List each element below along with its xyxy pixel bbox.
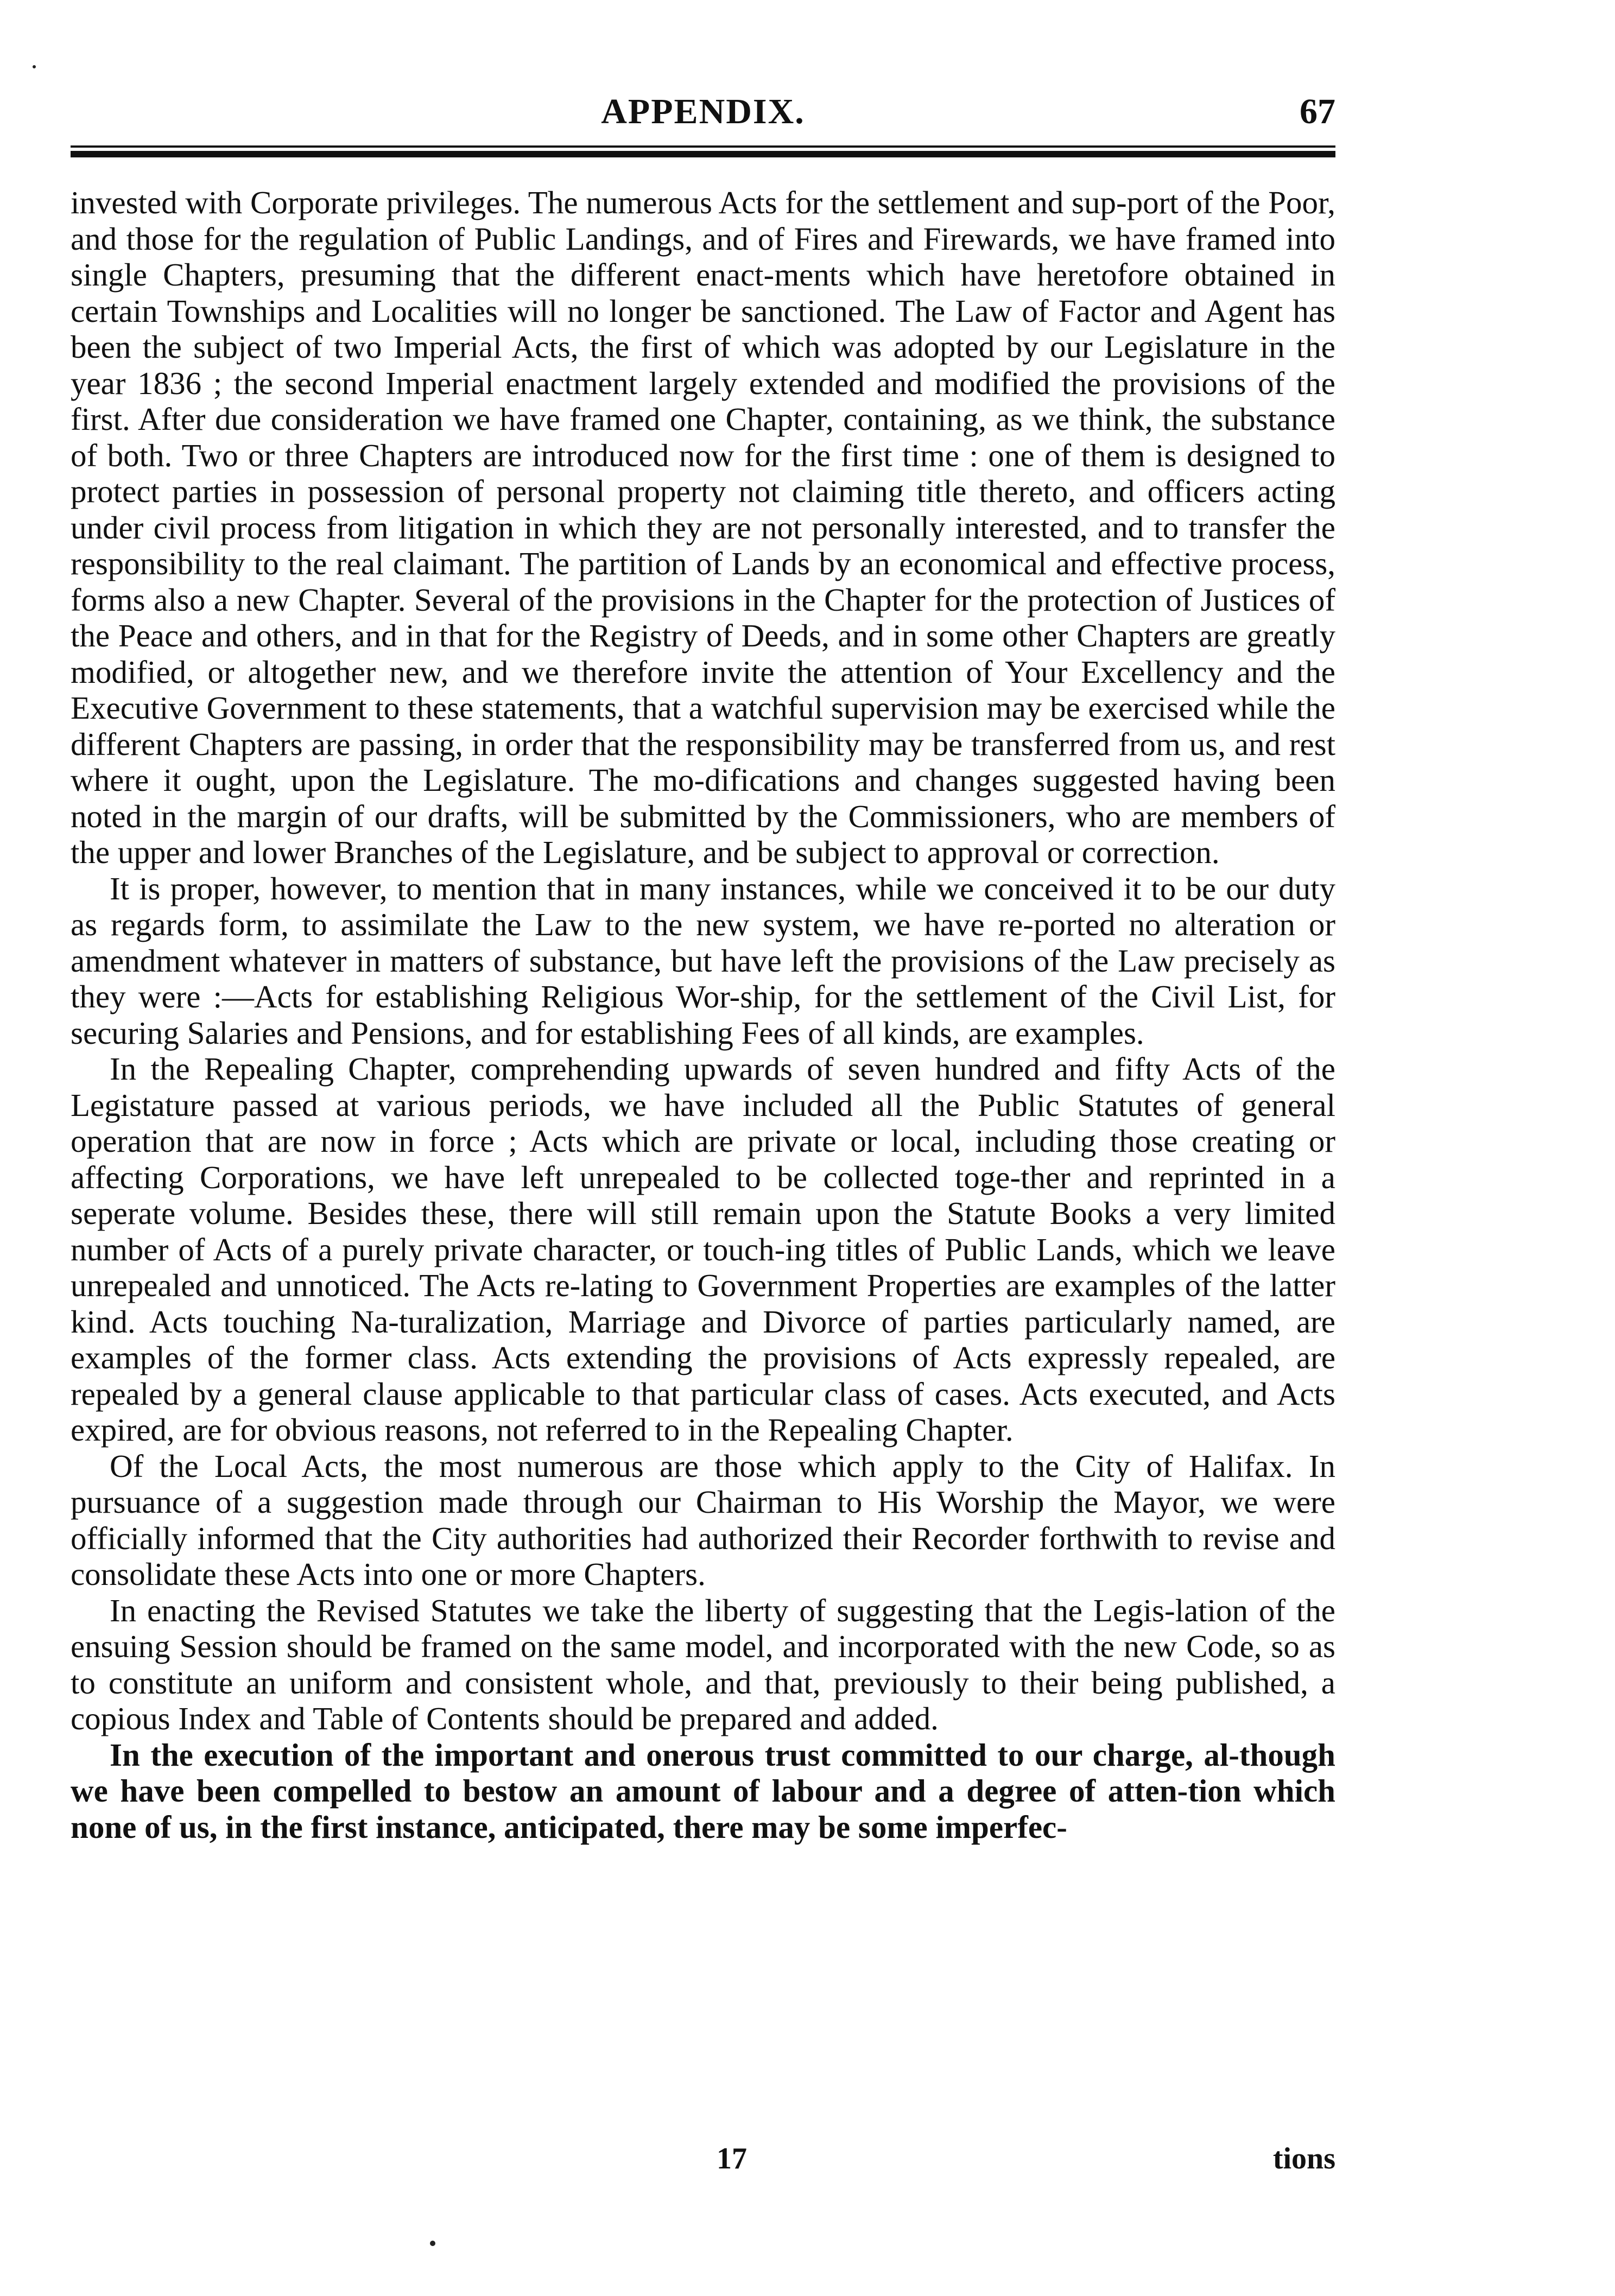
paragraph-1: invested with Corporate privileges. The numerous Acts for the settlement and sup-port of the Poor, and those for the regulation of Public Landings, and of Fires and Firewards, we have framed into single Chapters, presuming that the different enact-ments which have heretofore obtained in certain Townships and Localities will no longer be sanctioned. The Law of Factor and Agent has been the subject of two Imperial Acts, the first of which was adopted by our Legislature in the year 1836 ; the second Imperial enactment largely extended and modified the provisions of the first. After due consideration we have framed one Chapter, containing, as we think, the substance of both. Two or three Chapters are introduced now for the first time : one of them is designed to protect parties in possession of personal property not claiming title thereto, and officers acting under civil process from litigation in which they are not personally interested, and to transfer the responsibility to the real claimant. The partition of Lands by an economical and effective process, forms also a new Chapter. Several of the provisions in the Chapter for the protection of Justices of the Peace and others, and in that for the Registry of Deeds, and in some other Chapters are greatly modified, or altogether new, and we therefore invite the attention of Your Excellency and the Executive Government to these statements, that a watchful supervision may be exercised while the different Chapters are passing, in order that the responsibility may be transferred from us, and rest where it ought, upon the Legislature. The mo-difications and changes suggested having been noted in the margin of our drafts, will be submitted by the Commissioners, who are members of the upper and lower Branches of the Legislature, and be subject to approval or correction. <box>71 185 1335 870</box>
header-rule-thick <box>71 151 1335 157</box>
catchword: tions <box>1272 2142 1335 2176</box>
page-footer <box>71 2141 1335 2185</box>
body-text <box>71 185 1335 1845</box>
paragraph-4: Of the Local Acts, the most numerous are those which apply to the City of Halifax. In pursuance of a suggestion made through our Chairman to His Worship the Mayor, we were officially informed that the City authorities had authorized their Recorder forthwith to revise and consolidate these Acts into one or more Chapters. <box>71 1448 1335 1592</box>
header-rule-thin <box>71 145 1335 148</box>
paragraph-5: In enacting the Revised Statutes we take the liberty of suggesting that the Legis-lation of the ensuing Session should be framed on the same model, and incorporated with the new Code, so as to constitute an uniform and consistent whole, and that, previously to their being published, a copious Index and Table of Contents should be prepared and added. <box>71 1592 1335 1736</box>
signature-mark: 17 <box>717 2142 747 2176</box>
running-head <box>71 81 1335 147</box>
paragraph-2: It is proper, however, to mention that in many instances, while we conceived it to be our duty as regards form, to assimilate the Law to the new system, we have re-ported no alteration or amendment whatever in matters of substance, but have left the provisions of the Law precisely as they were :—Acts for establishing Religious Wor-ship, for the settlement of the Civil List, for securing Salaries and Pensions, and for establishing Fees of all kinds, are examples. <box>71 870 1335 1051</box>
ink-speck <box>430 2241 435 2246</box>
page-number: 67 <box>1300 92 1335 131</box>
paragraph-6: In the execution of the important and onerous trust committed to our charge, al-though we have been compelled to bestow an amount of labour and a degree of atten-tion which none of us, in the first instance, anticipated, there may be some imperfec- <box>71 1736 1335 1845</box>
ink-speck <box>33 65 36 68</box>
running-title: APPENDIX. <box>601 92 805 131</box>
paragraph-3: In the Repealing Chapter, comprehending upwards of seven hundred and fifty Acts of the Legistature passed at various periods, we have included all the Public Statutes of general operation that are now in force ; Acts which are private or local, including those creating or affecting Corporations, we have left unrepealed to be collected toge-ther and reprinted in a seperate volume. Besides these, there will still remain upon the Statute Books a very limited number of Acts of a purely private character, or touch-ing titles of Public Lands, which we leave unrepealed and unnoticed. The Acts re-lating to Government Properties are examples of the latter kind. Acts touching Na-turalization, Marriage and Divorce of parties particularly named, are examples of the former class. Acts extending the provisions of Acts expressly repealed, are repealed by a general clause applicable to that particular class of cases. Acts executed, and Acts expired, are for obvious reasons, not referred to in the Repealing Chapter. <box>71 1051 1335 1448</box>
